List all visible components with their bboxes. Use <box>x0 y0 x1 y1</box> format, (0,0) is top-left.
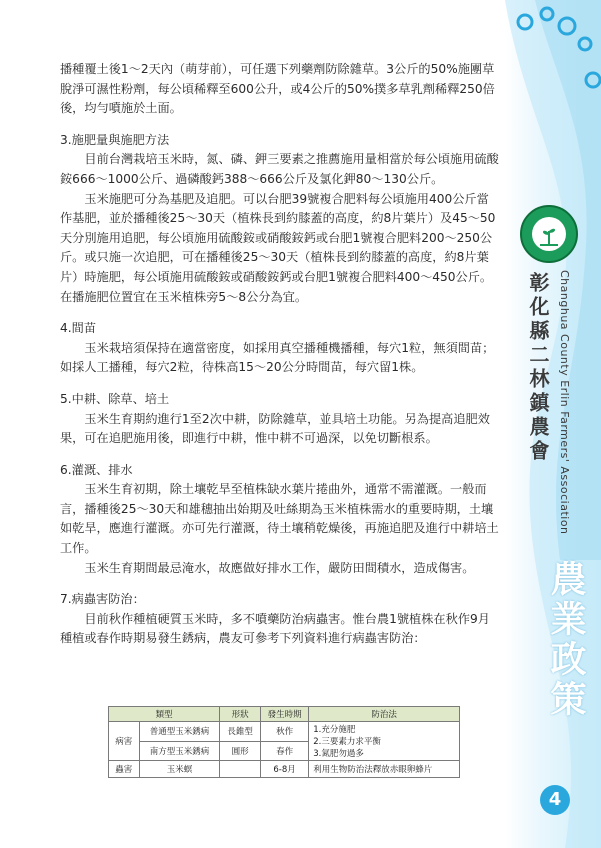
row3-type: 玉米螟 <box>139 761 220 778</box>
group-disease: 病害 <box>109 722 140 761</box>
row3-period: 6-8月 <box>260 761 308 778</box>
row3-method: 利用生物防治法釋放赤眼卵蜂片 <box>309 761 460 778</box>
decorative-sidebar <box>505 0 601 848</box>
section-6-paragraph-2: 玉米生育期間最忌淹水，故應做好排水工作，嚴防田間積水，造成傷害。 <box>84 560 475 575</box>
sprout-icon <box>532 217 566 251</box>
header-method: 防治法 <box>309 707 460 722</box>
section-6-title: 6.灌溉、排水 <box>60 462 133 477</box>
table-row <box>109 761 460 778</box>
group-pest: 蟲害 <box>109 761 140 778</box>
disease-methods <box>309 722 460 761</box>
row1-type: 普通型玉米銹病 <box>139 722 220 742</box>
section-6-paragraph-1: 玉米生育初期，除土壤乾旱至植株缺水葉片捲曲外，通常不需灌溉。一般而言，播種後25～30天和雄穗抽出始期及吐絲期為玉米植株需水的重要時期，土壤如乾旱，應進行灌溉。亦可先行灌溉，待土壤稍乾燥後，再施追肥及進行中耕培土工作。 <box>60 482 499 556</box>
page-number: 4 <box>540 785 570 815</box>
table-row <box>109 722 460 742</box>
org-name-zh: 彰化縣二林鎮農會 <box>526 272 550 464</box>
section-3-title: 3.施肥量與施肥方法 <box>60 132 170 147</box>
disease-method-1: 1.充分施肥 <box>313 725 356 735</box>
section-4-title: 4.間苗 <box>60 321 97 336</box>
logo-emblem <box>532 217 566 251</box>
row1-period: 秋作 <box>260 722 308 742</box>
intro-paragraph: 播種覆土後1～2天內（萌芽前），可任選下列藥劑防除雜草。3公斤的50%施團草脫淨可濕性粉劑，每公頃稀釋至600公升，或4公斤的50%撲多草乳劑稀釋250倍後，均勻噴施於土面。 <box>60 62 495 116</box>
farmers-association-logo <box>520 205 578 263</box>
org-name-en: Changhua County Erlin Farmers' Association <box>558 270 571 535</box>
table-header-row <box>109 707 460 722</box>
wave-decoration <box>505 0 601 848</box>
header-type: 類型 <box>109 707 220 722</box>
article-body <box>60 60 500 649</box>
pest-control-table <box>108 706 460 778</box>
section-5-paragraph: 玉米生育期約進行1至2次中耕，防除雜草，並具培土功能。另為提高追肥效果，可在追肥施用後，即進行中耕，惟中耕不可過深，以免切斷根系。 <box>60 411 490 446</box>
section-label: 農業政策 <box>545 560 586 720</box>
header-period: 發生時期 <box>260 707 308 722</box>
row2-shape: 圓形 <box>220 741 261 761</box>
header-shape: 形狀 <box>220 707 261 722</box>
section-3-paragraph-1: 目前台灣栽培玉米時，氮、磷、鉀三要素之推薦施用量相當於每公頃施用硫酸銨666～1000公斤、過磷酸鈣388～666公斤及氯化鉀80～130公斤。 <box>60 152 499 186</box>
section-3-paragraph-2: 玉米施肥可分為基肥及追肥。可以台肥39號複合肥料每公頃施用400公斤當作基肥，並於播種後25～30天（植株長到約膝蓋的高度，約8片葉片）及45～50天分別施用追肥，每公頃施用硫酸銨或硝酸銨鈣或台肥1號複合肥料200～250公斤。或只施一次追肥，可在播種後25～30天（植株長到約膝蓋的高度，約8片葉片）時施肥，每公頃施用硫酸銨或硝酸銨鈣或台肥1號複合肥料400～450公斤。在播施肥位置宜在玉米植株旁5～8公分為宜。 <box>60 191 496 304</box>
section-7-paragraph: 目前秋作種植硬質玉米時，多不噴藥防治病蟲害。惟台農1號植株在秋作9月種植或春作時期易發生銹病，農友可參考下列資料進行病蟲害防治： <box>60 611 490 646</box>
row1-shape: 長錐型 <box>220 722 261 742</box>
disease-method-3: 3.氮肥勿過多 <box>313 749 364 759</box>
row2-period: 春作 <box>260 741 308 761</box>
section-5-title: 5.中耕、除草、培土 <box>60 391 170 406</box>
row3-shape <box>220 761 261 778</box>
section-7-title: 7.病蟲害防治： <box>60 592 145 607</box>
section-4-paragraph: 玉米栽培須保持在適當密度，如採用真空播種機播種，每穴1粒，無須間苗；如採人工播種，每穴2粒，待株高15～20公分時間苗，每穴留1株。 <box>60 340 495 375</box>
disease-method-2: 2.三要素力求平衡 <box>313 737 381 747</box>
row2-type: 南方型玉米銹病 <box>139 741 220 761</box>
